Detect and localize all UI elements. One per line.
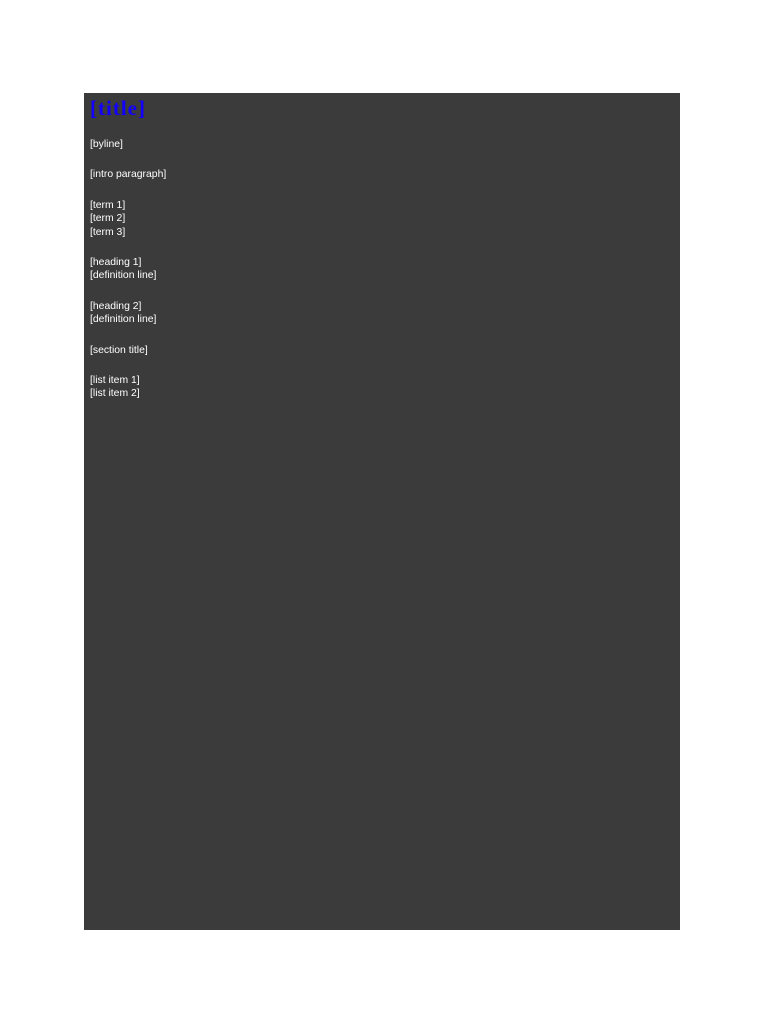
section-title: [section title] — [90, 344, 148, 356]
definition-heading: [heading 2] — [90, 300, 142, 312]
bullet-list — [90, 374, 674, 401]
term-item: [term 2] — [90, 213, 126, 225]
document-panel — [84, 93, 680, 930]
term-list — [90, 199, 674, 239]
bullet-item: [list item 1] — [90, 375, 140, 387]
definition-heading: [heading 1] — [90, 257, 142, 269]
article-title: [title] — [90, 96, 146, 120]
document-content — [90, 93, 674, 401]
byline: [byline] — [90, 139, 123, 150]
term-item: [term 3] — [90, 226, 126, 238]
bullet-item: [list item 2] — [90, 388, 140, 400]
intro-paragraph: [intro paragraph] — [90, 169, 167, 181]
definition-block — [90, 256, 674, 283]
definition-line: [definition line] — [90, 314, 157, 326]
definition-line: [definition line] — [90, 270, 157, 282]
definition-block — [90, 300, 674, 327]
term-item: [term 1] — [90, 199, 126, 211]
